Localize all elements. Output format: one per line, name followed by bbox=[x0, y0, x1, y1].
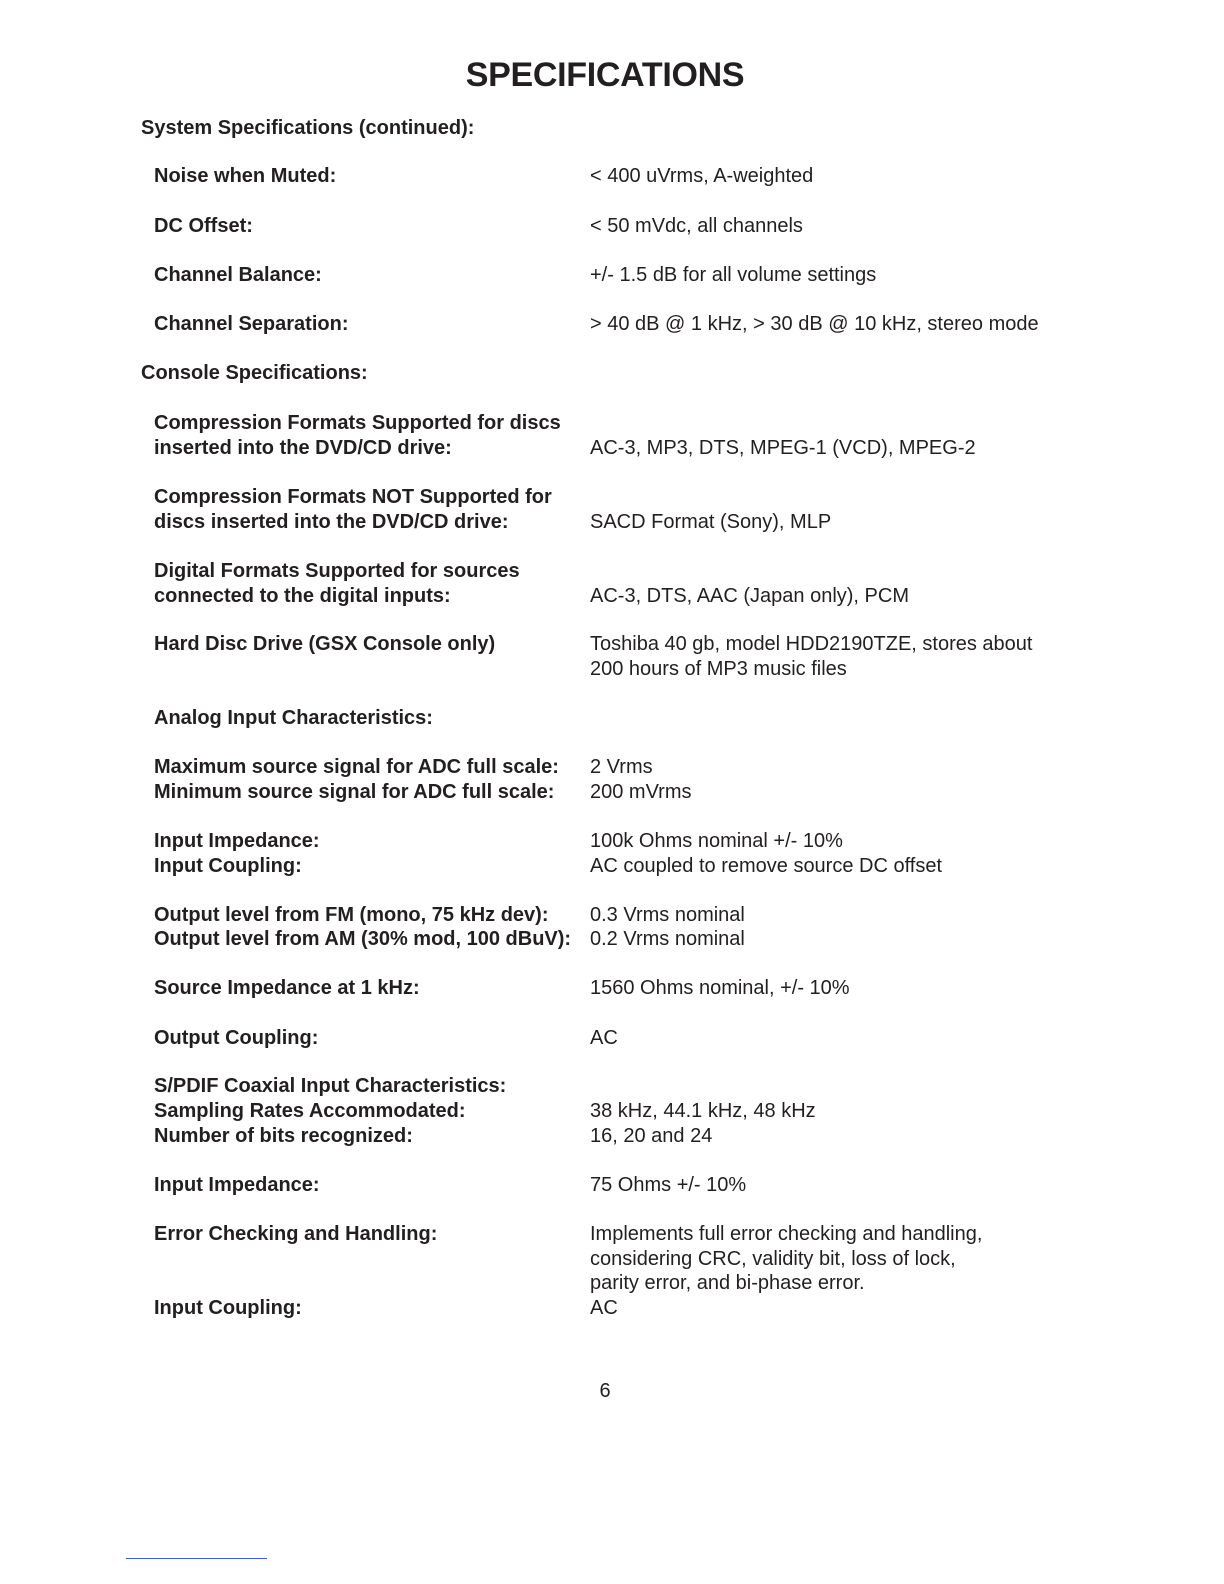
spec-label-digital-formats-line1: Digital Formats Supported for sources bbox=[154, 560, 520, 582]
spec-value-bits-recognized: 16, 20 and 24 bbox=[590, 1125, 713, 1147]
footnote-divider bbox=[126, 1558, 267, 1559]
spec-label-digital-formats-line2: connected to the digital inputs: bbox=[154, 585, 451, 607]
spec-value-compression-supported: AC-3, MP3, DTS, MPEG-1 (VCD), MPEG-2 bbox=[590, 437, 976, 459]
spec-label-source-impedance: Source Impedance at 1 kHz: bbox=[154, 977, 420, 999]
spec-label-input-impedance-spdif: Input Impedance: bbox=[154, 1174, 320, 1196]
spec-value-compression-not-supported: SACD Format (Sony), MLP bbox=[590, 511, 832, 533]
spec-value-output-coupling: AC bbox=[590, 1027, 618, 1049]
spec-label-output-coupling: Output Coupling: bbox=[154, 1027, 319, 1049]
spec-value-digital-formats: AC-3, DTS, AAC (Japan only), PCM bbox=[590, 585, 909, 607]
spec-label-noise-muted: Noise when Muted: bbox=[154, 165, 337, 187]
spec-label-bits-recognized: Number of bits recognized: bbox=[154, 1125, 413, 1147]
spec-label-dc-offset: DC Offset: bbox=[154, 215, 253, 237]
spec-label-hard-disc: Hard Disc Drive (GSX Console only) bbox=[154, 633, 496, 655]
spec-value-max-source: 2 Vrms bbox=[590, 756, 653, 778]
spec-value-error-checking-line2: considering CRC, validity bit, loss of lock, bbox=[590, 1248, 956, 1270]
spec-value-hard-disc-line2: 200 hours of MP3 music files bbox=[590, 658, 847, 680]
spec-value-source-impedance: 1560 Ohms nominal, +/- 10% bbox=[590, 977, 850, 999]
spec-value-noise-muted: < 400 uVrms, A-weighted bbox=[590, 165, 814, 187]
spec-value-channel-balance: +/- 1.5 dB for all volume settings bbox=[590, 264, 877, 286]
spec-label-error-checking: Error Checking and Handling: bbox=[154, 1223, 438, 1245]
page-title: SPECIFICATIONS bbox=[465, 56, 745, 94]
spec-value-output-am: 0.2 Vrms nominal bbox=[590, 928, 745, 950]
spec-value-input-impedance-spdif: 75 Ohms +/- 10% bbox=[590, 1174, 747, 1196]
spec-label-input-coupling-analog: Input Coupling: bbox=[154, 855, 302, 877]
subheading-spdif-input: S/PDIF Coaxial Input Characteristics: bbox=[154, 1075, 507, 1097]
spec-label-input-impedance-analog: Input Impedance: bbox=[154, 830, 320, 852]
spec-label-max-source: Maximum source signal for ADC full scale: bbox=[154, 756, 559, 778]
spec-value-error-checking-line3: parity error, and bi-phase error. bbox=[590, 1272, 865, 1294]
spec-value-min-source: 200 mVrms bbox=[590, 781, 692, 803]
page-number: 6 bbox=[599, 1380, 611, 1402]
spec-label-output-fm: Output level from FM (mono, 75 kHz dev): bbox=[154, 904, 549, 926]
spec-label-channel-balance: Channel Balance: bbox=[154, 264, 322, 286]
spec-value-input-coupling-spdif: AC bbox=[590, 1297, 618, 1319]
spec-label-input-coupling-spdif: Input Coupling: bbox=[154, 1297, 302, 1319]
spec-label-compression-supported-line1: Compression Formats Supported for discs bbox=[154, 412, 561, 434]
section-heading-system: System Specifications (continued): bbox=[141, 117, 475, 139]
spec-label-output-am: Output level from AM (30% mod, 100 dBuV): bbox=[154, 928, 572, 950]
spec-label-compression-not-supported-line2: discs inserted into the DVD/CD drive: bbox=[154, 511, 509, 533]
spec-value-input-coupling-analog: AC coupled to remove source DC offset bbox=[590, 855, 943, 877]
spec-label-channel-separation: Channel Separation: bbox=[154, 313, 349, 335]
spec-value-output-fm: 0.3 Vrms nominal bbox=[590, 904, 745, 926]
spec-label-min-source: Minimum source signal for ADC full scale: bbox=[154, 781, 555, 803]
spec-label-sampling-rates: Sampling Rates Accommodated: bbox=[154, 1100, 466, 1122]
spec-label-compression-supported-line2: inserted into the DVD/CD drive: bbox=[154, 437, 452, 459]
spec-value-input-impedance-analog: 100k Ohms nominal +/- 10% bbox=[590, 830, 843, 852]
spec-value-error-checking-line1: Implements full error checking and handling, bbox=[590, 1223, 983, 1245]
subheading-analog-input: Analog Input Characteristics: bbox=[154, 707, 433, 729]
spec-label-compression-not-supported-line1: Compression Formats NOT Supported for bbox=[154, 486, 552, 508]
spec-value-hard-disc-line1: Toshiba 40 gb, model HDD2190TZE, stores about bbox=[590, 633, 1033, 655]
spec-value-channel-separation: > 40 dB @ 1 kHz, > 30 dB @ 10 kHz, stereo mode bbox=[590, 313, 1039, 335]
spec-value-sampling-rates: 38 kHz, 44.1 kHz, 48 kHz bbox=[590, 1100, 816, 1122]
spec-value-dc-offset: < 50 mVdc, all channels bbox=[590, 215, 803, 237]
section-heading-console: Console Specifications: bbox=[141, 362, 368, 384]
